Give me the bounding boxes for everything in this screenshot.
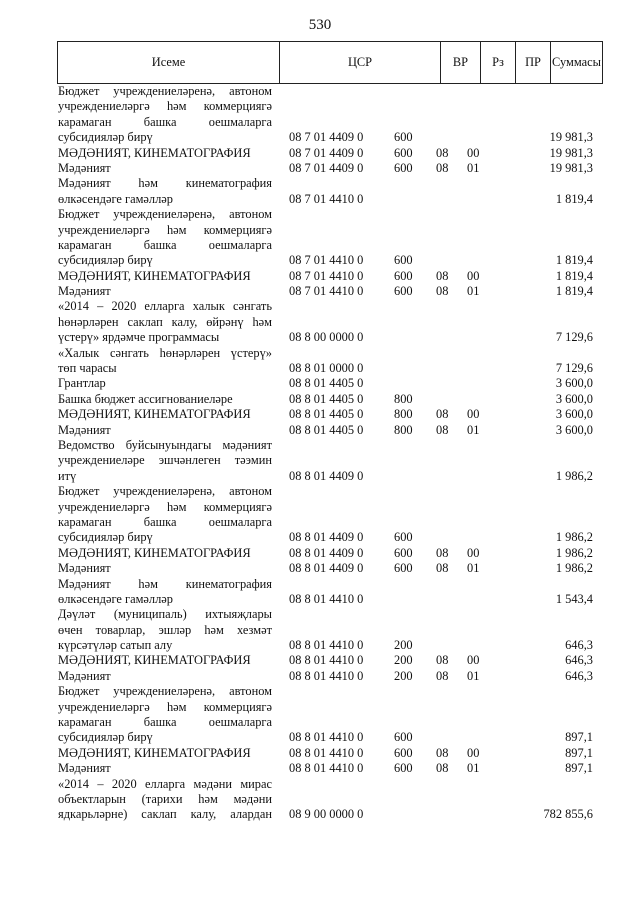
row-name: учреждениеләргә һәм коммерциягә — [58, 222, 272, 237]
table-row — [0, 607, 640, 622]
row-pr: 01 — [467, 761, 480, 776]
row-rz: 08 — [436, 407, 449, 422]
row-name: субсидияләр бирү — [58, 130, 153, 145]
row-name: Бюджет учреждениеләренә, автоном — [58, 207, 272, 222]
table-row — [0, 515, 640, 530]
row-sum: 3 600,0 — [555, 391, 593, 406]
row-pr: 01 — [467, 284, 480, 299]
row-csr: 08 8 01 4410 0 — [289, 761, 364, 776]
table-row — [0, 269, 640, 284]
table-row — [0, 715, 640, 730]
row-name: күрсәтүләр сатып алу — [58, 638, 173, 653]
row-pr: 00 — [467, 653, 480, 668]
row-pr: 01 — [467, 668, 480, 683]
table-row — [0, 530, 640, 545]
row-sum: 646,3 — [565, 653, 593, 668]
row-pr: 00 — [467, 545, 480, 560]
table-row — [0, 653, 640, 668]
row-csr: 08 7 01 4409 0 — [289, 130, 364, 145]
row-sum: 897,1 — [565, 730, 593, 745]
table-row — [0, 238, 640, 253]
table-row — [0, 792, 640, 807]
row-csr: 08 8 01 4410 0 — [289, 653, 364, 668]
row-vr: 200 — [394, 653, 413, 668]
row-rz: 08 — [436, 145, 449, 160]
row-vr: 600 — [394, 730, 413, 745]
row-sum: 1 819,4 — [555, 191, 593, 206]
table-row — [0, 453, 640, 468]
row-vr: 600 — [394, 530, 413, 545]
row-rz: 08 — [436, 561, 449, 576]
row-sum: 897,1 — [565, 745, 593, 760]
row-vr: 600 — [394, 561, 413, 576]
row-sum: 3 600,0 — [555, 407, 593, 422]
row-csr: 08 8 01 4405 0 — [289, 391, 364, 406]
table-row — [0, 438, 640, 453]
row-name: МӘДӘНИЯТ, КИНЕМАТОГРАФИЯ — [58, 145, 251, 160]
row-name: Бюджет учреждениеләренә, автоном — [58, 484, 272, 499]
row-name: өлкәсендәге гамәлләр — [58, 191, 173, 206]
row-sum: 1 543,4 — [555, 591, 593, 606]
row-name: Мәдәният — [58, 761, 111, 776]
row-name: МӘДӘНИЯТ, КИНЕМАТОГРАФИЯ — [58, 745, 251, 760]
row-name: Дәүләт (муниципаль) ихтыяҗлары — [58, 607, 272, 622]
row-sum: 1 819,4 — [555, 284, 593, 299]
row-vr: 600 — [394, 761, 413, 776]
row-name: МӘДӘНИЯТ, КИНЕМАТОГРАФИЯ — [58, 407, 251, 422]
row-name: МӘДӘНИЯТ, КИНЕМАТОГРАФИЯ — [58, 545, 251, 560]
row-rz: 08 — [436, 160, 449, 175]
row-pr: 01 — [467, 160, 480, 175]
row-name: «2014 – 2020 елларга халык сәнгать — [58, 299, 272, 314]
table-row — [0, 561, 640, 576]
row-rz: 08 — [436, 761, 449, 776]
table-row — [0, 330, 640, 345]
row-csr: 08 8 01 4409 0 — [289, 530, 364, 545]
row-pr: 00 — [467, 268, 480, 283]
table-row — [0, 115, 640, 130]
row-sum: 19 981,3 — [549, 145, 593, 160]
row-name: төп чарасы — [58, 361, 117, 376]
row-name: субсидияләр бирү — [58, 730, 153, 745]
row-name: «2014 – 2020 елларга мәдәни мирас — [58, 776, 272, 791]
row-vr: 600 — [394, 284, 413, 299]
row-pr: 00 — [467, 145, 480, 160]
row-csr: 08 8 01 4405 0 — [289, 407, 364, 422]
row-pr: 01 — [467, 422, 480, 437]
row-pr: 00 — [467, 745, 480, 760]
page-number: 530 — [308, 17, 332, 33]
table-row — [0, 592, 640, 607]
row-name: учреждениеләре эшчәнлеген тәэмин — [58, 453, 272, 468]
row-sum: 1 819,4 — [555, 253, 593, 268]
row-name: ядкарьләрне) саклап калу, алардан — [58, 807, 272, 822]
row-vr: 600 — [394, 268, 413, 283]
row-vr: 600 — [394, 130, 413, 145]
table-row — [0, 500, 640, 515]
row-csr: 08 7 01 4409 0 — [289, 160, 364, 175]
table-row — [0, 546, 640, 561]
table-row — [0, 130, 640, 145]
table-row — [0, 761, 640, 776]
header-sum: Суммасы — [552, 55, 601, 69]
row-vr: 600 — [394, 145, 413, 160]
row-csr: 08 7 01 4410 0 — [289, 191, 364, 206]
table-header — [57, 41, 603, 84]
row-vr: 600 — [394, 545, 413, 560]
header-name: Исеме — [58, 42, 280, 83]
table-row — [0, 161, 640, 176]
table-row — [0, 684, 640, 699]
row-name: карамаган башка оешмаларга — [58, 237, 272, 252]
table-row — [0, 807, 640, 822]
row-name: Мәдәният һәм кинематография — [58, 576, 272, 591]
row-sum: 7 129,6 — [555, 361, 593, 376]
table-row — [0, 84, 640, 99]
row-csr: 08 8 00 0000 0 — [289, 330, 364, 345]
table-row — [0, 392, 640, 407]
table-row — [0, 669, 640, 684]
header-vr: ВР — [441, 42, 481, 83]
header-pr: ПР — [516, 42, 551, 83]
row-name: Башка бюджет ассигнованиеләре — [58, 391, 233, 406]
row-name: Мәдәният — [58, 284, 111, 299]
row-name: МӘДӘНИЯТ, КИНЕМАТОГРАФИЯ — [58, 268, 251, 283]
row-rz: 08 — [436, 284, 449, 299]
row-rz: 08 — [436, 653, 449, 668]
table-row — [0, 376, 640, 391]
row-sum: 1 986,2 — [555, 468, 593, 483]
row-sum: 897,1 — [565, 761, 593, 776]
row-name: субсидияләр бирү — [58, 530, 153, 545]
row-name: Мәдәният — [58, 160, 111, 175]
row-csr: 08 7 01 4410 0 — [289, 284, 364, 299]
row-name: өчен товарлар, эшләр һәм хезмәт — [58, 622, 272, 637]
row-pr: 00 — [467, 407, 480, 422]
row-name: һөнәрләрен саклап калу, өйрәнү һәм — [58, 314, 272, 329]
row-name: Мәдәният — [58, 422, 111, 437]
row-sum: 1 986,2 — [555, 561, 593, 576]
row-name: учреждениеләргә һәм коммерциягә — [58, 699, 272, 714]
row-csr: 08 8 01 4405 0 — [289, 422, 364, 437]
row-rz: 08 — [436, 422, 449, 437]
row-name: үстерү» ярдәмче программасы — [58, 330, 220, 345]
table-row — [0, 577, 640, 592]
row-vr: 600 — [394, 745, 413, 760]
row-csr: 08 8 01 4405 0 — [289, 376, 364, 391]
row-name: Бюджет учреждениеләренә, автоном — [58, 84, 272, 98]
row-name: «Халык сәнгать һөнәрләрен үстерү» — [58, 345, 272, 360]
row-csr: 08 8 01 4409 0 — [289, 545, 364, 560]
row-name: Мәдәният — [58, 561, 111, 576]
row-name: карамаган башка оешмаларга — [58, 514, 272, 529]
table-row — [0, 346, 640, 361]
row-csr: 08 8 01 4410 0 — [289, 591, 364, 606]
row-rz: 08 — [436, 668, 449, 683]
row-csr: 08 7 01 4409 0 — [289, 145, 364, 160]
table-row — [0, 146, 640, 161]
row-pr: 01 — [467, 561, 480, 576]
row-name: Бюджет учреждениеләренә, автоном — [58, 684, 272, 699]
table-row — [0, 192, 640, 207]
table-row — [0, 623, 640, 638]
table-row — [0, 484, 640, 499]
table-row — [0, 361, 640, 376]
row-vr: 800 — [394, 422, 413, 437]
table-row — [0, 315, 640, 330]
row-csr: 08 8 01 4410 0 — [289, 638, 364, 653]
row-sum: 1 819,4 — [555, 268, 593, 283]
row-sum: 7 129,6 — [555, 330, 593, 345]
row-name: МӘДӘНИЯТ, КИНЕМАТОГРАФИЯ — [58, 653, 251, 668]
row-name: итү — [58, 468, 77, 483]
row-csr: 08 8 01 4410 0 — [289, 730, 364, 745]
table-row — [0, 223, 640, 238]
row-csr: 08 7 01 4410 0 — [289, 268, 364, 283]
row-sum: 3 600,0 — [555, 422, 593, 437]
table-row — [0, 638, 640, 653]
row-sum: 19 981,3 — [549, 130, 593, 145]
row-name: субсидияләр бирү — [58, 253, 153, 268]
row-csr: 08 8 01 4410 0 — [289, 668, 364, 683]
row-name: учреждениеләргә һәм коммерциягә — [58, 99, 272, 114]
table-row — [0, 253, 640, 268]
row-name: карамаган башка оешмаларга — [58, 715, 272, 730]
table-row — [0, 730, 640, 745]
row-sum: 646,3 — [565, 638, 593, 653]
row-csr: 08 9 00 0000 0 — [289, 807, 364, 822]
table-row — [0, 407, 640, 422]
row-csr: 08 8 01 4410 0 — [289, 745, 364, 760]
row-vr: 600 — [394, 160, 413, 175]
row-name: карамаган башка оешмаларга — [58, 114, 272, 129]
row-csr: 08 7 01 4410 0 — [289, 253, 364, 268]
row-name: Мәдәният — [58, 668, 111, 683]
row-sum: 19 981,3 — [549, 160, 593, 175]
row-rz: 08 — [436, 545, 449, 560]
row-vr: 800 — [394, 391, 413, 406]
table-row — [0, 469, 640, 484]
row-sum: 646,3 — [565, 668, 593, 683]
row-rz: 08 — [436, 745, 449, 760]
row-name: өлкәсендәге гамәлләр — [58, 591, 173, 606]
table-row — [0, 777, 640, 792]
table-row — [0, 700, 640, 715]
table-row — [0, 207, 640, 222]
row-vr: 200 — [394, 638, 413, 653]
row-sum: 3 600,0 — [555, 376, 593, 391]
row-vr: 600 — [394, 253, 413, 268]
row-name: Мәдәният һәм кинематография — [58, 176, 272, 191]
row-name: Грантлар — [58, 376, 106, 391]
row-vr: 800 — [394, 407, 413, 422]
table-row — [0, 99, 640, 114]
row-rz: 08 — [436, 268, 449, 283]
table-row — [0, 423, 640, 438]
row-vr: 200 — [394, 668, 413, 683]
row-name: объектларын (тарихи һәм мәдәни — [58, 791, 272, 806]
row-sum: 1 986,2 — [555, 545, 593, 560]
header-rz: Рз — [481, 42, 516, 83]
row-csr: 08 8 01 4409 0 — [289, 561, 364, 576]
table-row — [0, 299, 640, 314]
row-sum: 1 986,2 — [555, 530, 593, 545]
table-row — [0, 746, 640, 761]
table-body — [0, 84, 640, 823]
table-row — [0, 284, 640, 299]
header-csr: ЦСР — [280, 42, 441, 83]
row-name: Ведомство буйсынуындагы мәдәният — [58, 437, 272, 452]
row-csr: 08 8 01 4409 0 — [289, 468, 364, 483]
row-csr: 08 8 01 0000 0 — [289, 361, 364, 376]
row-name: учреждениеләргә һәм коммерциягә — [58, 499, 272, 514]
row-sum: 782 855,6 — [543, 807, 593, 822]
table-row — [0, 176, 640, 191]
